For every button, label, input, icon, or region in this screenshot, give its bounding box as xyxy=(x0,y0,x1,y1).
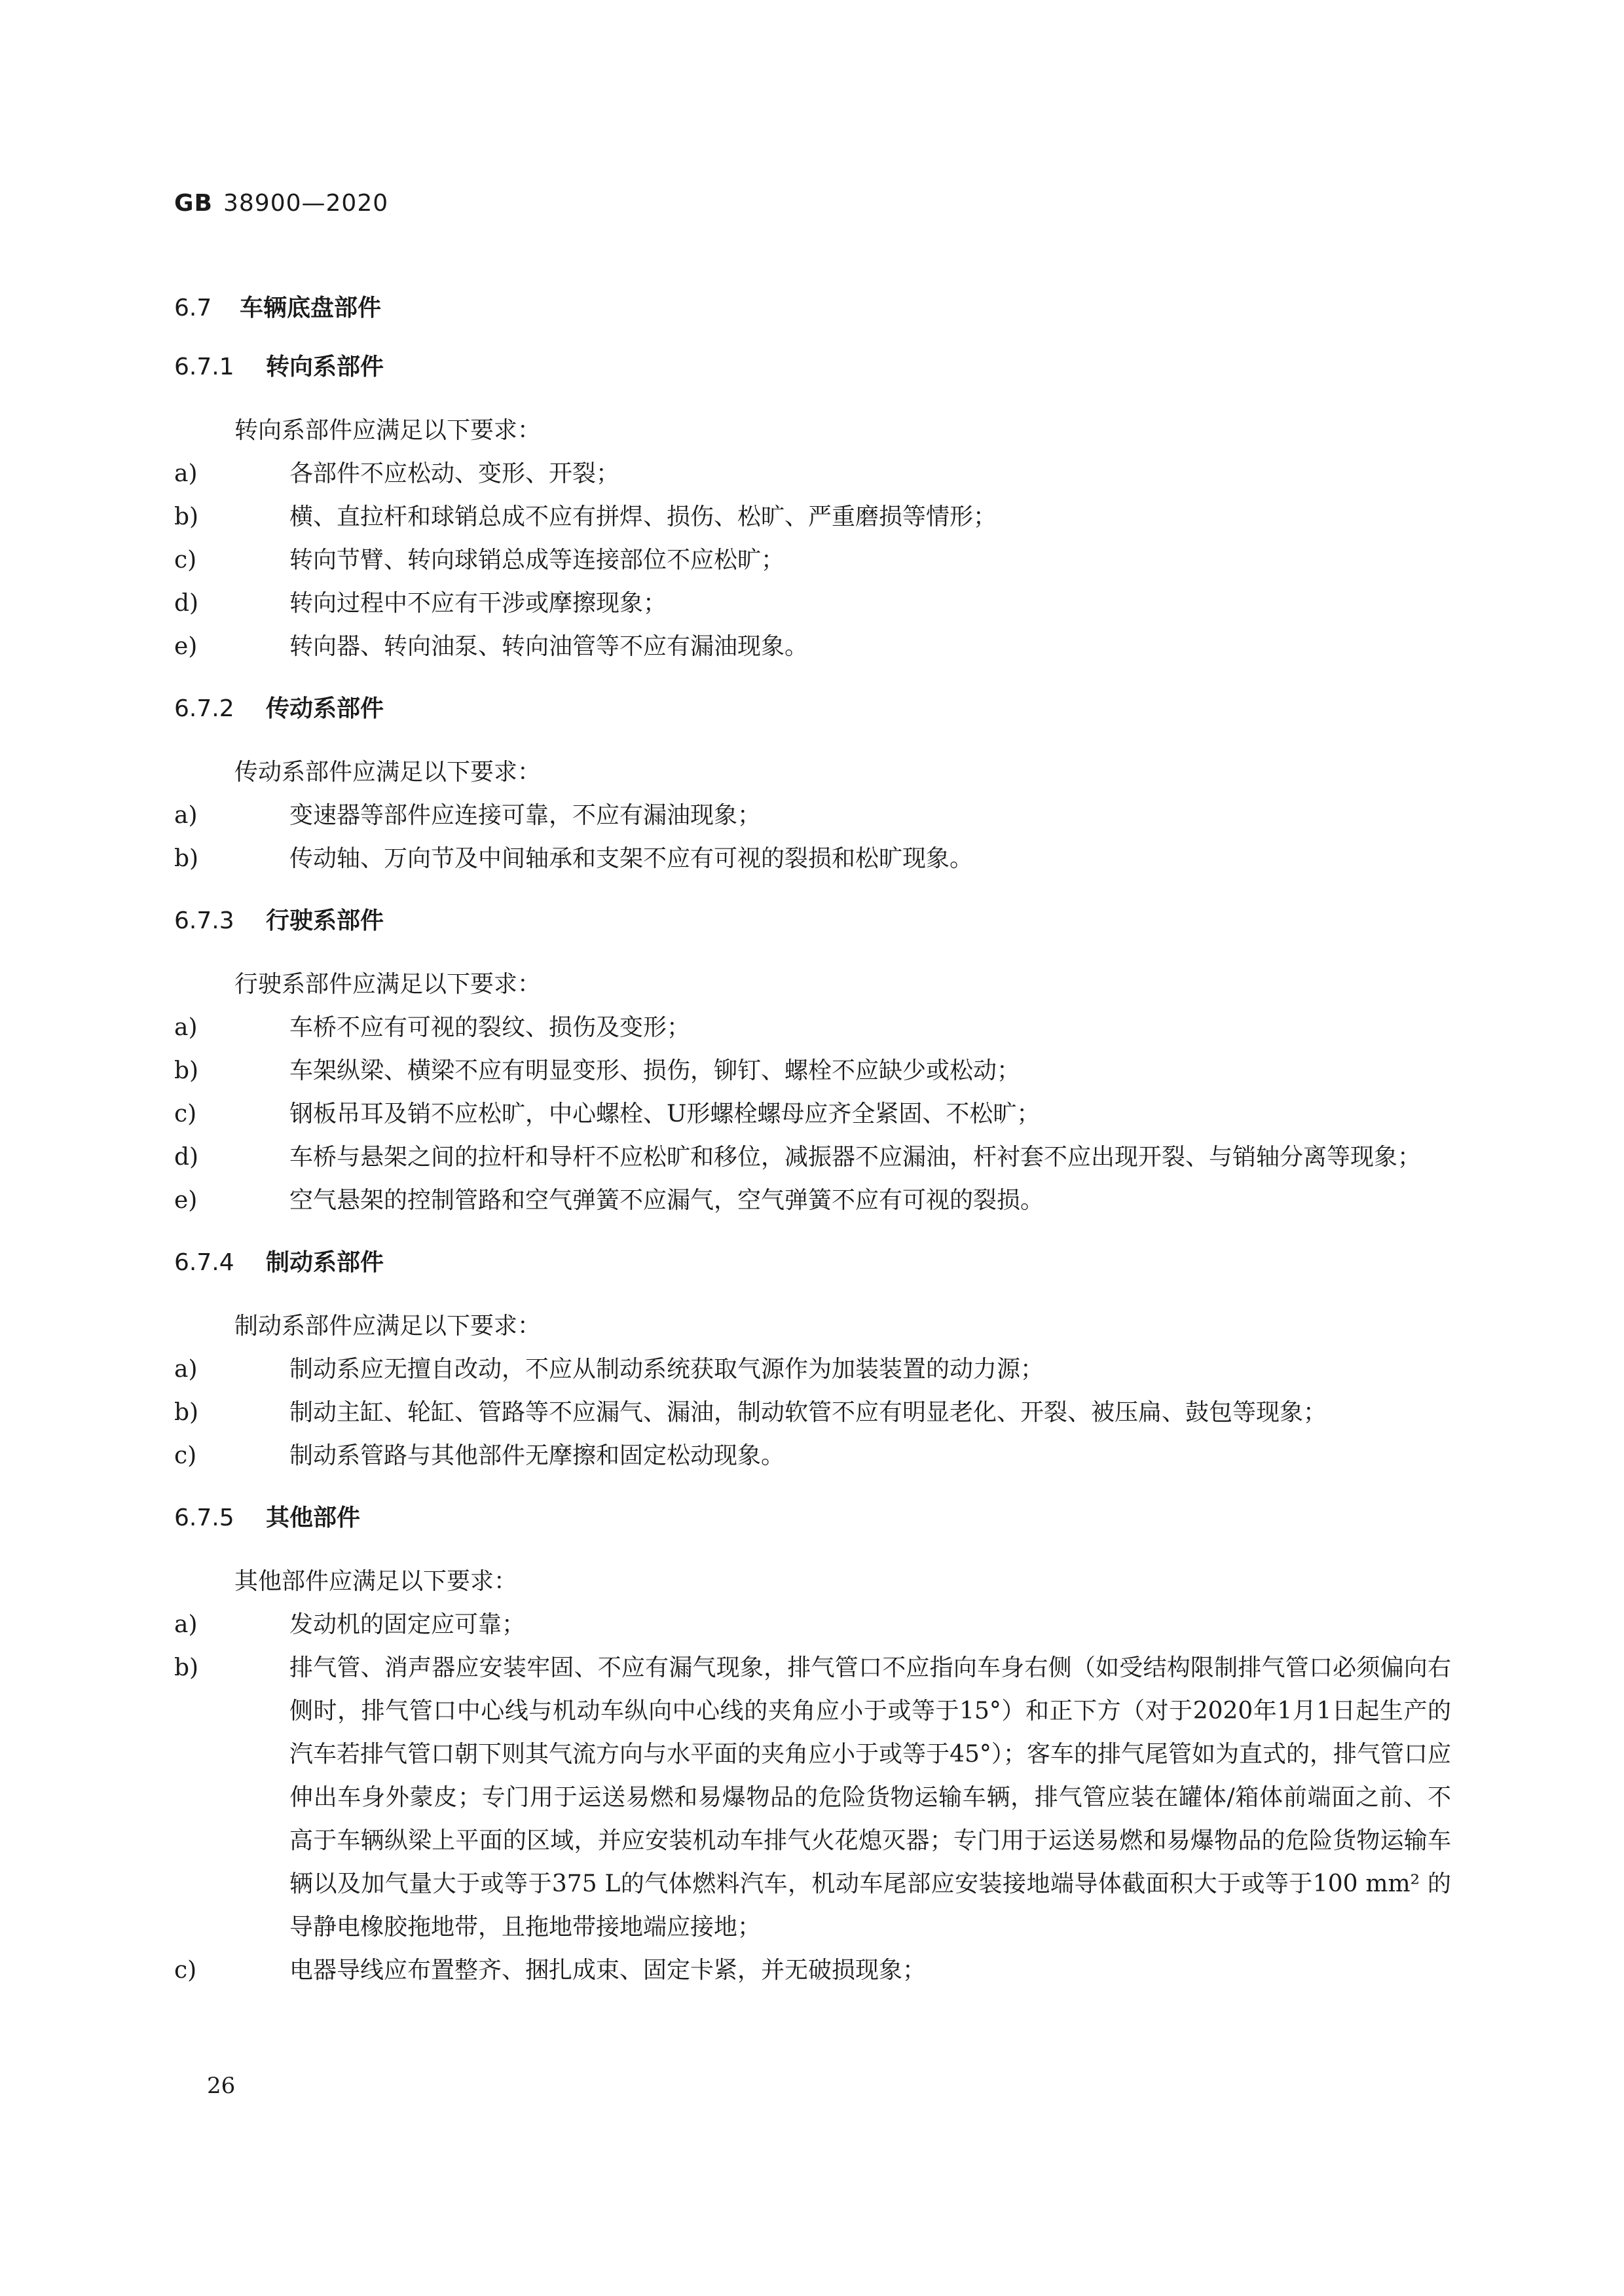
subsection-heading xyxy=(174,1246,1451,1280)
subsection-steering xyxy=(174,350,1451,668)
subsection-intro: 传动系部件应满足以下要求： xyxy=(234,759,542,786)
item-text: 转向节臂、转向球销总成等连接部位不应松旷； xyxy=(289,547,785,574)
item-text: 车桥与悬架之间的拉杆和导杆不应松旷和移位，减振器不应漏油，杆衬套不应出现开裂、与销轴分离等现象； xyxy=(289,1144,1422,1171)
subsection-other xyxy=(174,1501,1451,1992)
list-item xyxy=(174,582,1451,625)
document-code xyxy=(174,190,388,217)
item-text: 钢板吊耳及销不应松旷，中心螺栓、U形螺栓螺母应齐全紧固、不松旷； xyxy=(289,1101,1041,1127)
subsection-heading xyxy=(174,1501,1451,1535)
item-label: c) xyxy=(174,1957,197,1984)
subsection-heading xyxy=(174,904,1451,938)
subsection-number: 6.7.1 xyxy=(174,354,234,380)
item-text: 转向器、转向油泵、转向油管等不应有漏油现象。 xyxy=(289,633,809,660)
standard-number: 38900—2020 xyxy=(223,190,389,217)
item-text: 传动轴、万向节及中间轴承和支架不应有可视的裂损和松旷现象。 xyxy=(289,845,974,872)
item-label: a) xyxy=(174,802,198,829)
list-item xyxy=(174,1006,1451,1049)
item-label: e) xyxy=(174,1187,198,1214)
item-text: 车架纵梁、横梁不应有明显变形、损伤，铆钉、螺栓不应缺少或松动； xyxy=(289,1057,1021,1084)
item-text: 各部件不应松动、变形、开裂； xyxy=(289,460,620,487)
subsection-number: 6.7.3 xyxy=(174,907,234,934)
item-label: a) xyxy=(174,1014,198,1041)
item-text: 变速器等部件应连接可靠，不应有漏油现象； xyxy=(289,802,762,829)
item-label: d) xyxy=(174,590,199,617)
item-label: b) xyxy=(174,503,199,530)
list-item xyxy=(174,1136,1451,1179)
list-item xyxy=(174,1179,1451,1222)
list-item xyxy=(174,1603,1451,1647)
subsection-intro: 转向系部件应满足以下要求： xyxy=(234,417,542,444)
subsection-title: 传动系部件 xyxy=(266,695,384,722)
item-text: 空气悬架的控制管路和空气弹簧不应漏气，空气弹簧不应有可视的裂损。 xyxy=(289,1187,1044,1214)
item-text: 制动系管路与其他部件无摩擦和固定松动现象。 xyxy=(289,1442,785,1469)
item-label: d) xyxy=(174,1144,199,1171)
section-title: 车辆底盘部件 xyxy=(240,295,382,321)
subsection-intro: 其他部件应满足以下要求： xyxy=(234,1568,518,1595)
subsection-title: 行驶系部件 xyxy=(266,907,384,934)
item-label: b) xyxy=(174,845,199,872)
list-item xyxy=(174,496,1451,539)
subsection-braking xyxy=(174,1246,1451,1478)
list-item xyxy=(174,452,1451,496)
item-label: c) xyxy=(174,1442,197,1469)
list-item xyxy=(174,625,1451,668)
item-label: e) xyxy=(174,633,198,660)
list-item xyxy=(174,1093,1451,1136)
item-text: 电器导线应布置整齐、捆扎成束、固定卡紧，并无破损现象； xyxy=(289,1957,927,1984)
item-label: a) xyxy=(174,460,198,487)
item-text: 横、直拉杆和球销总成不应有拼焊、损伤、松旷、严重磨损等情形； xyxy=(289,503,997,530)
item-label: a) xyxy=(174,1611,198,1638)
item-text: 转向过程中不应有干涉或摩擦现象； xyxy=(289,590,667,617)
subsection-intro: 制动系部件应满足以下要求： xyxy=(234,1313,542,1339)
list-item xyxy=(174,1949,1451,1992)
item-text: 排气管、消声器应安装牢固、不应有漏气现象，排气管口不应指向车身右侧（如受结构限制排气管口必须偏向右侧时，排气管口中心线与机动车纵向中心线的夹角应小于或等于15°）和正下方（对于2020年1月1日起生产的汽车若排气管口朝下则其气流方向与水平面的夹角应小于或等于45°）；客车的排气尾管如为直式的，排气管口应伸出车身外蒙皮；专门用于运送易燃和易爆物品的危险货物运输车辆，排气管应装在罐体/箱体前端面之前、不高于车辆纵梁上平面的区域，并应安装机动车排气火花熄灭器；专门用于运送易燃和易爆物品的危险货物运输车辆以及加气量大于或等于375 L的气体燃料汽车，机动车尾部应安装接地端导体截面积大于或等于100 mm² 的导静电橡胶拖地带，且拖地带接地端应接地； xyxy=(289,1654,1451,1941)
item-label: b) xyxy=(174,1654,199,1681)
list-item xyxy=(174,837,1451,881)
subsection-transmission xyxy=(174,692,1451,881)
item-text: 制动系应无擅自改动，不应从制动系统获取气源作为加装装置的动力源； xyxy=(289,1356,1044,1383)
list-item xyxy=(174,794,1451,837)
subsection-title: 转向系部件 xyxy=(266,354,384,380)
item-label: b) xyxy=(174,1399,199,1426)
list-item xyxy=(174,1434,1451,1478)
item-label: c) xyxy=(174,1101,197,1127)
subsection-number: 6.7.4 xyxy=(174,1249,234,1276)
section-number: 6.7 xyxy=(174,295,212,321)
subsection-heading xyxy=(174,350,1451,384)
subsection-number: 6.7.5 xyxy=(174,1504,234,1531)
subsection-heading xyxy=(174,692,1451,726)
document-body xyxy=(174,291,1451,2016)
list-item xyxy=(174,1348,1451,1391)
subsection-running-gear xyxy=(174,904,1451,1222)
item-text: 发动机的固定应可靠； xyxy=(289,1611,526,1638)
list-item xyxy=(174,539,1451,582)
section-heading xyxy=(174,291,1451,325)
item-text: 制动主缸、轮缸、管路等不应漏气、漏油，制动软管不应有明显老化、开裂、被压扁、鼓包等现象； xyxy=(289,1399,1327,1426)
subsection-title: 制动系部件 xyxy=(266,1249,384,1276)
item-label: b) xyxy=(174,1057,199,1084)
subsection-intro: 行驶系部件应满足以下要求： xyxy=(234,971,542,998)
item-label: a) xyxy=(174,1356,198,1383)
item-text: 车桥不应有可视的裂纹、损伤及变形； xyxy=(289,1014,691,1041)
subsection-title: 其他部件 xyxy=(266,1504,361,1531)
list-item xyxy=(174,1049,1451,1093)
subsection-number: 6.7.2 xyxy=(174,695,234,722)
standard-prefix: GB xyxy=(174,190,213,217)
list-item xyxy=(174,1647,1451,1949)
list-item xyxy=(174,1391,1451,1434)
page-number: 26 xyxy=(207,2073,236,2099)
item-label: c) xyxy=(174,547,197,574)
